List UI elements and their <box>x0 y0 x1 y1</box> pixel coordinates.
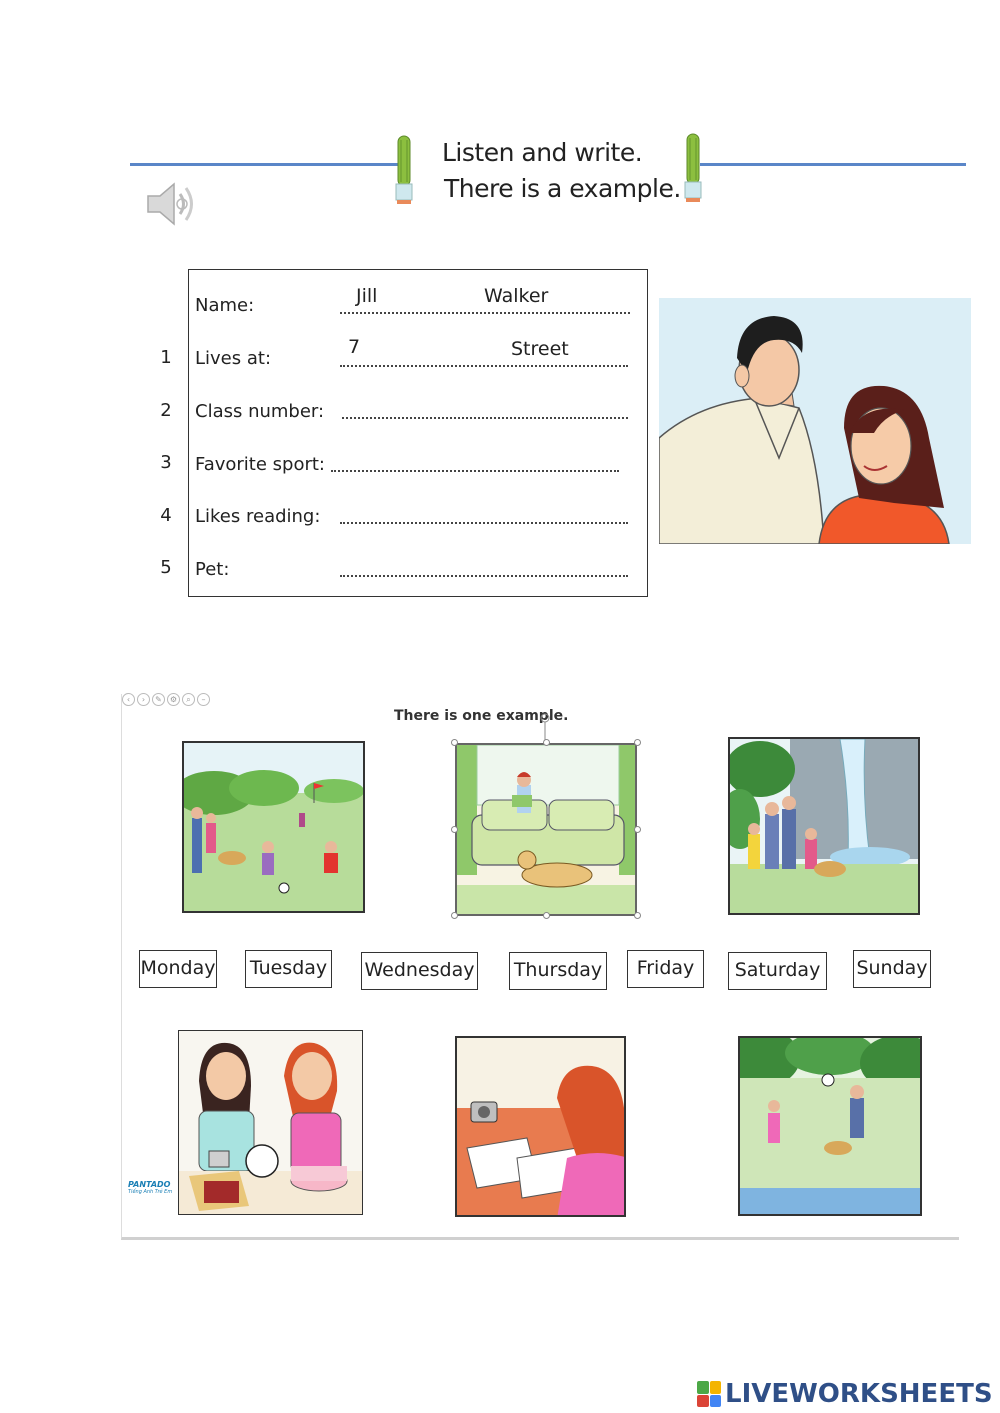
form-label-lives-at: Lives at: <box>195 348 272 369</box>
selection-handle[interactable] <box>634 912 641 919</box>
picture-girl-writing-camera <box>455 1036 626 1217</box>
header-rule-left <box>130 163 398 166</box>
instruction-subtitle: There is a example. <box>444 174 681 203</box>
man-and-girl-illustration <box>659 298 971 544</box>
publisher-mark-outer <box>128 1180 178 1195</box>
row-number: 1 <box>160 347 172 368</box>
selection-handle[interactable] <box>634 739 641 746</box>
example-caption: There is one example. <box>394 708 569 724</box>
publisher-mark-tagline <box>178 1190 203 1196</box>
day-box-thursday[interactable]: Thursday <box>509 952 607 990</box>
row-number: 4 <box>160 505 172 526</box>
answer-lives-at-number: 7 <box>348 336 361 358</box>
picture-girl-reading-sofa <box>455 743 637 916</box>
zoom-icon[interactable]: ⌕ <box>182 693 195 706</box>
publisher-mark-name <box>178 1181 203 1190</box>
form-label-class-number: Class number: <box>195 401 325 422</box>
answer-line-likes-reading[interactable] <box>340 522 628 524</box>
row-number: 2 <box>160 400 172 421</box>
row-number: 3 <box>160 452 172 473</box>
answer-line-pet[interactable] <box>340 575 628 577</box>
day-box-sunday[interactable]: Sunday <box>853 950 931 988</box>
selection-handle[interactable] <box>451 912 458 919</box>
day-box-tuesday[interactable]: Tuesday <box>245 950 332 988</box>
picture-park-ball-dog <box>738 1036 922 1216</box>
edit-icon[interactable]: ✎ <box>152 693 165 706</box>
form-label-likes-reading: Likes reading: <box>195 506 321 527</box>
brand-name: LIVEWORKSHEETS <box>725 1379 993 1409</box>
brand-logo <box>697 1376 993 1412</box>
answer-name-last: Walker <box>484 285 549 307</box>
form-label-pet: Pet: <box>195 559 230 580</box>
minus-icon[interactable]: – <box>197 693 210 706</box>
selection-handle[interactable] <box>451 826 458 833</box>
cactus-icon <box>682 132 704 204</box>
picture-soccer-park <box>182 741 365 913</box>
settings-icon[interactable]: ⚙ <box>167 693 180 706</box>
selection-handle[interactable] <box>634 826 641 833</box>
form-label-favorite-sport: Favorite sport: <box>195 454 325 475</box>
form-label-name: Name: <box>195 295 255 316</box>
picture-girls-birthday <box>178 1030 363 1215</box>
speaker-icon[interactable] <box>144 178 202 230</box>
liveworksheets-icon <box>697 1381 721 1407</box>
answer-lives-at-street: Street <box>511 338 569 360</box>
selection-handle[interactable] <box>543 739 550 746</box>
answer-line-lives-at[interactable] <box>340 365 628 367</box>
picture-family-waterfall <box>728 737 920 915</box>
prev-icon[interactable]: ‹ <box>122 693 135 706</box>
selection-handle[interactable] <box>451 739 458 746</box>
cactus-icon <box>393 134 415 206</box>
header-rule-right <box>700 163 966 166</box>
selection-handle[interactable] <box>543 912 550 919</box>
publisher-mark-name: PANTADO <box>128 1180 171 1189</box>
next-icon[interactable]: › <box>137 693 150 706</box>
answer-line-favorite-sport[interactable] <box>331 470 619 472</box>
answer-line-name[interactable] <box>340 312 630 314</box>
answer-form <box>188 269 648 597</box>
instruction-title: Listen and write. <box>442 138 643 167</box>
day-box-friday[interactable]: Friday <box>627 950 704 988</box>
answer-line-class-number[interactable] <box>342 417 628 419</box>
day-box-monday[interactable]: Monday <box>139 950 217 988</box>
publisher-mark <box>178 1181 203 1196</box>
day-box-saturday[interactable]: Saturday <box>728 952 827 990</box>
day-box-wednesday[interactable]: Wednesday <box>361 952 478 990</box>
row-number: 5 <box>160 557 172 578</box>
viewer-toolbar <box>122 693 210 709</box>
answer-name-first: Jill <box>356 285 378 307</box>
publisher-mark-tagline: Tiếng Anh Trẻ Em <box>128 1189 173 1195</box>
